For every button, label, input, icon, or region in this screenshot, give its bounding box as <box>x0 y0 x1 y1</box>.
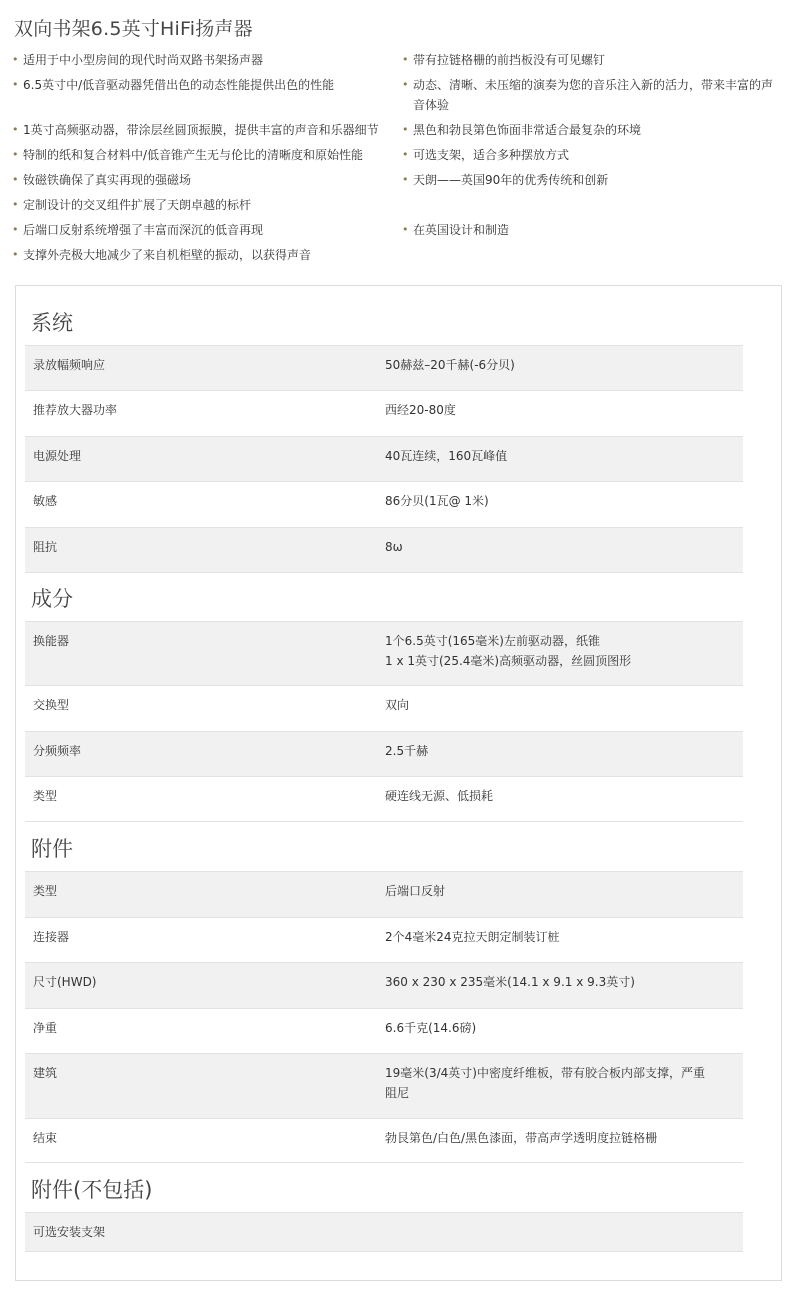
feature-item <box>12 50 402 70</box>
spec-row <box>25 1053 743 1118</box>
feature-row <box>12 195 784 215</box>
spec-value-line: 双向 <box>385 698 410 712</box>
bullet-icon: • <box>402 78 409 91</box>
feature-text: 定制设计的交叉组件扩展了天朗卓越的标杆 <box>23 198 252 212</box>
bullet-icon: • <box>12 53 19 66</box>
spec-label: 敏感 <box>33 494 58 508</box>
feature-text: 钕磁铁确保了真实再现的强磁场 <box>23 173 192 187</box>
spec-value <box>385 881 731 901</box>
spec-label: 可选安装支架 <box>33 1225 106 1239</box>
bullet-icon: • <box>402 123 409 136</box>
spec-value-line: 40瓦连续，160瓦峰值 <box>385 449 508 463</box>
feature-row <box>12 220 784 240</box>
feature-text: 后端口反射系统增强了丰富而深沉的低音再现 <box>23 223 264 237</box>
spec-label: 分频频率 <box>33 744 82 758</box>
spec-value <box>385 927 731 947</box>
feature-text: 6.5英寸中/低音驱动器凭借出色的动态性能提供出色的性能 <box>23 78 335 92</box>
spec-value-line: 50赫兹–20千赫(-6分贝) <box>385 358 515 372</box>
spec-row <box>25 527 743 573</box>
feature-item <box>12 75 402 95</box>
spec-value-line: 2.5千赫 <box>385 744 429 758</box>
feature-text: 黑色和勃艮第色饰面非常适合最复杂的环境 <box>413 123 642 137</box>
spec-value <box>385 695 731 715</box>
feature-row <box>12 245 784 265</box>
spec-value-line: 后端口反射 <box>385 884 446 898</box>
spec-value-line: 19毫米(3/4英寸)中密度纤维板，带有胶合板内部支撑，严重 <box>385 1066 705 1080</box>
feature-item <box>12 195 402 215</box>
bullet-icon: • <box>12 148 19 161</box>
bullet-icon: • <box>12 123 19 136</box>
feature-text: 带有拉链格栅的前挡板没有可见螺钉 <box>413 53 606 67</box>
spec-label: 建筑 <box>33 1066 58 1080</box>
spec-value-line: 硬连线无源、低损耗 <box>385 789 494 803</box>
spec-value <box>385 446 731 466</box>
bullet-icon: • <box>12 198 19 211</box>
spec-value <box>385 355 731 375</box>
spec-label: 推荐放大器功率 <box>33 403 118 417</box>
spec-label: 阻抗 <box>33 540 58 554</box>
spec-row <box>25 621 743 685</box>
spec-value-line: 86分贝(1瓦@ 1米) <box>385 494 489 508</box>
spec-value-line: 360 x 230 x 235毫米(14.1 x 9.1 x 9.3英寸) <box>385 975 635 989</box>
spec-row <box>25 685 743 731</box>
spec-label: 类型 <box>33 789 58 803</box>
feature-text: 可选支架，适合多种摆放方式 <box>413 148 570 162</box>
spec-value <box>385 400 731 420</box>
feature-row <box>12 75 784 115</box>
spec-row <box>25 1212 743 1252</box>
feature-item <box>402 50 784 70</box>
spec-section-not-included <box>25 1162 743 1252</box>
bullet-icon: • <box>12 173 19 186</box>
spec-label: 电源处理 <box>33 449 82 463</box>
spec-value <box>385 741 731 761</box>
spec-value <box>385 491 731 511</box>
spec-row <box>25 962 743 1008</box>
section-title: 成分 <box>31 587 73 611</box>
spec-row <box>25 917 743 962</box>
feature-item <box>12 145 402 165</box>
spec-value <box>385 786 731 806</box>
spec-value-line: 6.6千克(14.6磅) <box>385 1021 477 1035</box>
feature-item <box>12 120 402 140</box>
section-title: 系统 <box>31 311 73 335</box>
spec-row <box>25 1008 743 1053</box>
spec-value-line: 勃艮第色/白色/黑色漆面，带高声学透明度拉链格栅 <box>385 1131 658 1145</box>
spec-value <box>385 537 731 557</box>
spec-label: 类型 <box>33 884 58 898</box>
feature-text: 天朗——英国90年的优秀传统和创新 <box>413 173 609 187</box>
bullet-icon: • <box>402 148 409 161</box>
spec-value <box>385 972 731 992</box>
spec-section-accessories <box>25 821 743 1163</box>
bullet-icon: • <box>402 53 409 66</box>
spec-value <box>385 1063 731 1103</box>
spec-value-line: 1个6.5英寸(165毫米)左前驱动器，纸锥 <box>385 634 600 648</box>
spec-label: 结束 <box>33 1131 58 1145</box>
bullet-icon: • <box>12 248 19 261</box>
section-title: 附件 <box>31 837 73 861</box>
spec-value-line: 阻尼 <box>385 1086 410 1100</box>
feature-item <box>402 120 784 140</box>
spec-row <box>25 871 743 917</box>
spec-row <box>25 345 743 390</box>
feature-row <box>12 50 784 70</box>
spec-section-components <box>25 571 743 822</box>
spec-row <box>25 1118 743 1163</box>
feature-text: 支撑外壳极大地减少了来自机柜壁的振动，以获得声音 <box>23 248 312 262</box>
spec-value-line: 2个4毫米24克拉天朗定制装订桩 <box>385 930 560 944</box>
feature-item <box>402 145 784 165</box>
feature-text: 适用于中小型房间的现代时尚双路书架扬声器 <box>23 53 264 67</box>
spec-row <box>25 481 743 527</box>
feature-item <box>402 170 784 190</box>
feature-row <box>12 145 784 165</box>
spec-label: 尺寸(HWD) <box>33 975 97 989</box>
feature-row <box>12 170 784 190</box>
page-title: 双向书架6.5英寸HiFi扬声器 <box>14 18 253 40</box>
feature-text: 1英寸高频驱动器，带涂层丝圆顶振膜，提供丰富的声音和乐器细节 <box>23 123 379 137</box>
spec-row <box>25 436 743 481</box>
bullet-icon: • <box>12 223 19 236</box>
spec-value-line: 1 x 1英寸(25.4毫米)高频驱动器，丝圆顶图形 <box>385 654 632 668</box>
feature-row <box>12 120 784 140</box>
feature-item <box>12 245 402 265</box>
spec-row <box>25 390 743 436</box>
feature-item <box>402 75 784 115</box>
spec-value-line: 8ω <box>385 540 403 554</box>
spec-label: 连接器 <box>33 930 70 944</box>
spec-label: 交换型 <box>33 698 70 712</box>
bullet-icon: • <box>12 78 19 91</box>
spec-value <box>385 1128 731 1148</box>
spec-label: 换能器 <box>33 634 70 648</box>
feature-item <box>12 220 402 240</box>
spec-value <box>385 1018 731 1038</box>
bullet-icon: • <box>402 173 409 186</box>
feature-list <box>12 50 784 270</box>
feature-text: 特制的纸和复合材料中/低音锥产生无与伦比的清晰度和原始性能 <box>23 148 364 162</box>
feature-text: 在英国设计和制造 <box>413 223 510 237</box>
bullet-icon: • <box>402 223 409 236</box>
spec-value-line: 西经20-80度 <box>385 403 456 417</box>
spec-row <box>25 731 743 776</box>
feature-item <box>12 170 402 190</box>
spec-label: 净重 <box>33 1021 58 1035</box>
feature-text: 动态、清晰、未压缩的演奏为您的音乐注入新的活力，带来丰富的声音体验 <box>413 78 774 112</box>
spec-value <box>385 631 731 671</box>
feature-item <box>402 220 784 240</box>
spec-section-system <box>25 295 743 573</box>
spec-row <box>25 776 743 822</box>
section-title: 附件(不包括) <box>31 1178 153 1202</box>
spec-label: 录放幅频响应 <box>33 358 106 372</box>
